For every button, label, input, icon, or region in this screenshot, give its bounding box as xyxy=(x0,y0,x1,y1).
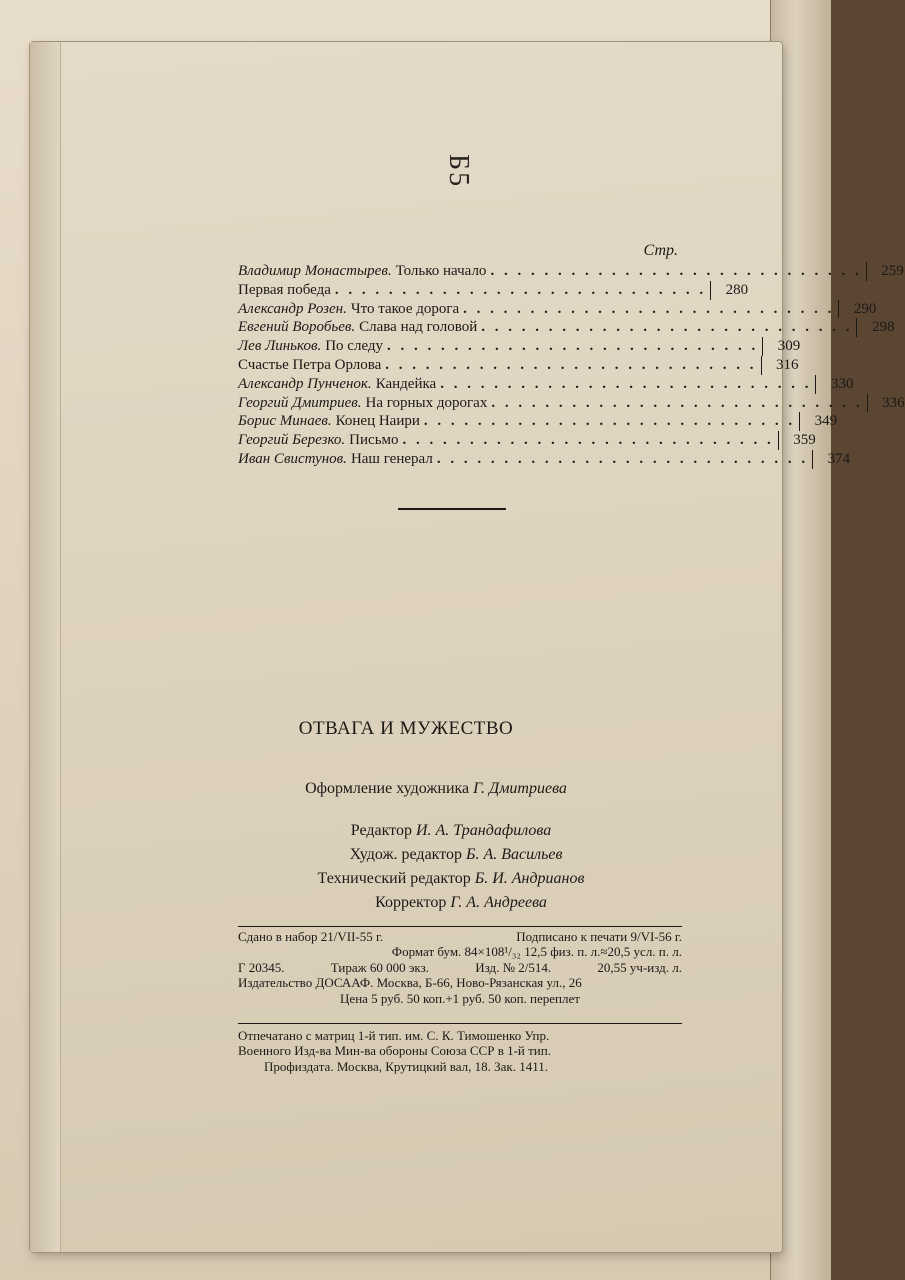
imprint-signed: Подписано к печати 9/VI-56 г. xyxy=(516,929,682,944)
toc-entry-title: Первая победа xyxy=(238,281,331,298)
credit-tech-editor xyxy=(30,867,782,891)
credit-proofreader xyxy=(30,891,782,915)
imprint-row-publisher xyxy=(238,975,682,990)
toc-entry-page: 316 xyxy=(761,356,799,375)
toc-entry-title: Кандейка xyxy=(375,375,437,392)
toc-entry-leader: . . . . . . . . . . . . . . . . . . . . . . . . . . . . xyxy=(491,394,863,411)
credit-editor xyxy=(30,819,782,843)
toc-entry xyxy=(238,375,854,394)
imprint-publisher: Издательство ДОСААФ. Москва, Б-66, Ново-Рязанская ул., 26 xyxy=(238,975,582,991)
imprint-row-dates xyxy=(238,929,682,944)
toc-entry-title: Счастье Петра Орлова xyxy=(238,356,382,373)
imprint-row-price xyxy=(238,991,682,1006)
toc-entry-leader: . . . . . . . . . . . . . . . . . . . . . . . . . . . . xyxy=(436,450,809,467)
toc-entry-leader: . . . . . . . . . . . . . . . . . . . . . . . . . . . . xyxy=(402,432,774,449)
toc-entry-title: Наш генерал xyxy=(350,450,433,467)
imprint-row-format xyxy=(238,944,682,959)
toc-entry xyxy=(238,300,877,319)
toc-entry-leader: . . . . . . . . . . . . . . . . . . . . . . . . . . . . xyxy=(440,375,812,392)
toc-entry xyxy=(238,450,851,469)
toc-page-header: Стр. xyxy=(643,242,678,259)
toc-entry xyxy=(238,262,904,281)
credits xyxy=(30,777,782,915)
book-page xyxy=(30,42,905,1252)
toc-entry-leader: . . . . . . . . . . . . . . . . . . . . . . . . . . . . xyxy=(481,319,853,336)
toc-entry-author: Александр Розен. xyxy=(238,300,347,317)
credit-tech-editor-name: Б. И. Андрианов xyxy=(474,870,585,887)
credit-editor-label: Редактор xyxy=(350,822,412,839)
toc-entry-page: 349 xyxy=(799,412,837,431)
toc-entry-page: 330 xyxy=(815,375,853,394)
toc-entry-author: Владимир Монастырев. xyxy=(238,263,392,279)
toc-entry xyxy=(238,394,905,413)
divider-rule xyxy=(398,508,506,510)
toc-entry-title: Слава над головой xyxy=(359,319,478,336)
credit-design-name: Г. Дмитриева xyxy=(473,780,567,797)
toc-entry-author: Иван Свистунов. xyxy=(238,450,347,467)
credit-design xyxy=(30,777,782,801)
credit-tech-editor-label: Технический редактор xyxy=(317,870,471,887)
imprint-edition-no: Изд. № 2/514. xyxy=(475,959,552,975)
toc-entry-leader: . . . . . . . . . . . . . . . . . . . . . . . . . . . . xyxy=(423,413,796,430)
credit-art-editor xyxy=(30,843,782,867)
table-of-contents xyxy=(238,242,905,469)
imprint-print-run: Тираж 60 000 экз. xyxy=(330,959,429,975)
imprint-block xyxy=(238,926,682,1006)
imprint-price: Цена 5 руб. 50 коп.+1 руб. 50 коп. переплет xyxy=(340,990,580,1006)
toc-entry xyxy=(238,412,838,431)
printer-line-1: Отпечатано с матриц 1-й тип. им. С. К. Тимошенко Упр. xyxy=(238,1028,550,1043)
toc-entry-author: Александр Пунченок. xyxy=(238,375,372,392)
toc-entry-page: 259 xyxy=(866,262,904,281)
toc-rows xyxy=(238,262,905,469)
book-title: ОТВАГА И МУЖЕСТВО xyxy=(298,718,514,739)
credit-art-editor-name: Б. А. Васильев xyxy=(466,846,563,863)
toc-entry-title: Письмо xyxy=(349,432,399,449)
credit-proofreader-label: Корректор xyxy=(375,894,447,911)
imprint-submitted: Сдано в набор 21/VII-55 г. xyxy=(238,929,384,944)
toc-entry xyxy=(238,318,895,337)
page-edge xyxy=(30,42,61,1252)
toc-entry-author: Евгений Воробьев. xyxy=(238,319,356,336)
toc-entry xyxy=(238,431,816,450)
toc-entry-title: Конец Наири xyxy=(335,413,420,430)
toc-entry-page: 309 xyxy=(762,337,800,356)
toc-entry xyxy=(238,337,801,356)
printer-line-2: Военного Изд-ва Мин-ва обороны Союза ССР в 1-й тип. xyxy=(238,1043,551,1059)
printer-block xyxy=(238,1023,682,1074)
toc-entry-page: 280 xyxy=(710,281,748,300)
credit-editor-name: И. А. Трандафилова xyxy=(415,822,552,839)
imprint-format: Формат бум. 84×108¹/₃₂ 12,5 физ. п. л.≈20,5 усл. п. л. xyxy=(391,944,682,960)
toc-entry-leader: . . . . . . . . . . . . . . . . . . . . . . . . . . . . xyxy=(334,281,707,298)
toc-entry-page: 359 xyxy=(778,431,816,450)
toc-entry-page: 374 xyxy=(812,450,850,469)
toc-entry xyxy=(238,356,799,375)
toc-entry-author: Лев Линьков. xyxy=(238,338,322,355)
credit-design-label: Оформление художника xyxy=(305,780,470,797)
folio-mark: Б5 xyxy=(443,154,474,189)
toc-entry-title: Что такое дорога xyxy=(350,300,460,317)
toc-entry-leader: . . . . . . . . . . . . . . . . . . . . . . . . . . . . xyxy=(387,338,759,355)
toc-entry-author: Борис Минаев. xyxy=(238,413,332,430)
toc-entry xyxy=(238,281,749,300)
toc-entry-title: На горных дорогах xyxy=(365,394,488,411)
printer-line-3: Профиздата. Москва, Крутицкий вал, 18. Зак. 1411. xyxy=(264,1058,548,1074)
toc-entry-leader: . . . . . . . . . . . . . . . . . . . . . . . . . . . . xyxy=(490,263,862,279)
toc-entry-title: По следу xyxy=(325,338,384,355)
toc-entry-title: Только начало xyxy=(395,263,487,279)
toc-entry-page: 290 xyxy=(838,300,876,319)
toc-entry-page: 298 xyxy=(856,318,894,337)
credit-proofreader-name: Г. А. Андреева xyxy=(450,894,547,911)
imprint-code: Г 20345. xyxy=(238,959,285,975)
credit-art-editor-label: Худож. редактор xyxy=(349,846,463,863)
toc-entry-author: Георгий Березко. xyxy=(238,432,346,449)
imprint-row-run xyxy=(238,960,682,975)
toc-entry-page: 336 xyxy=(867,394,905,413)
toc-entry-leader: . . . . . . . . . . . . . . . . . . . . . . . . . . . . xyxy=(385,356,757,373)
toc-entry-leader: . . . . . . . . . . . . . . . . . . . . . . . . . . . . xyxy=(463,300,835,317)
toc-entry-author: Георгий Дмитриев. xyxy=(238,394,362,411)
imprint-volume: 20,55 уч-изд. л. xyxy=(597,959,682,975)
